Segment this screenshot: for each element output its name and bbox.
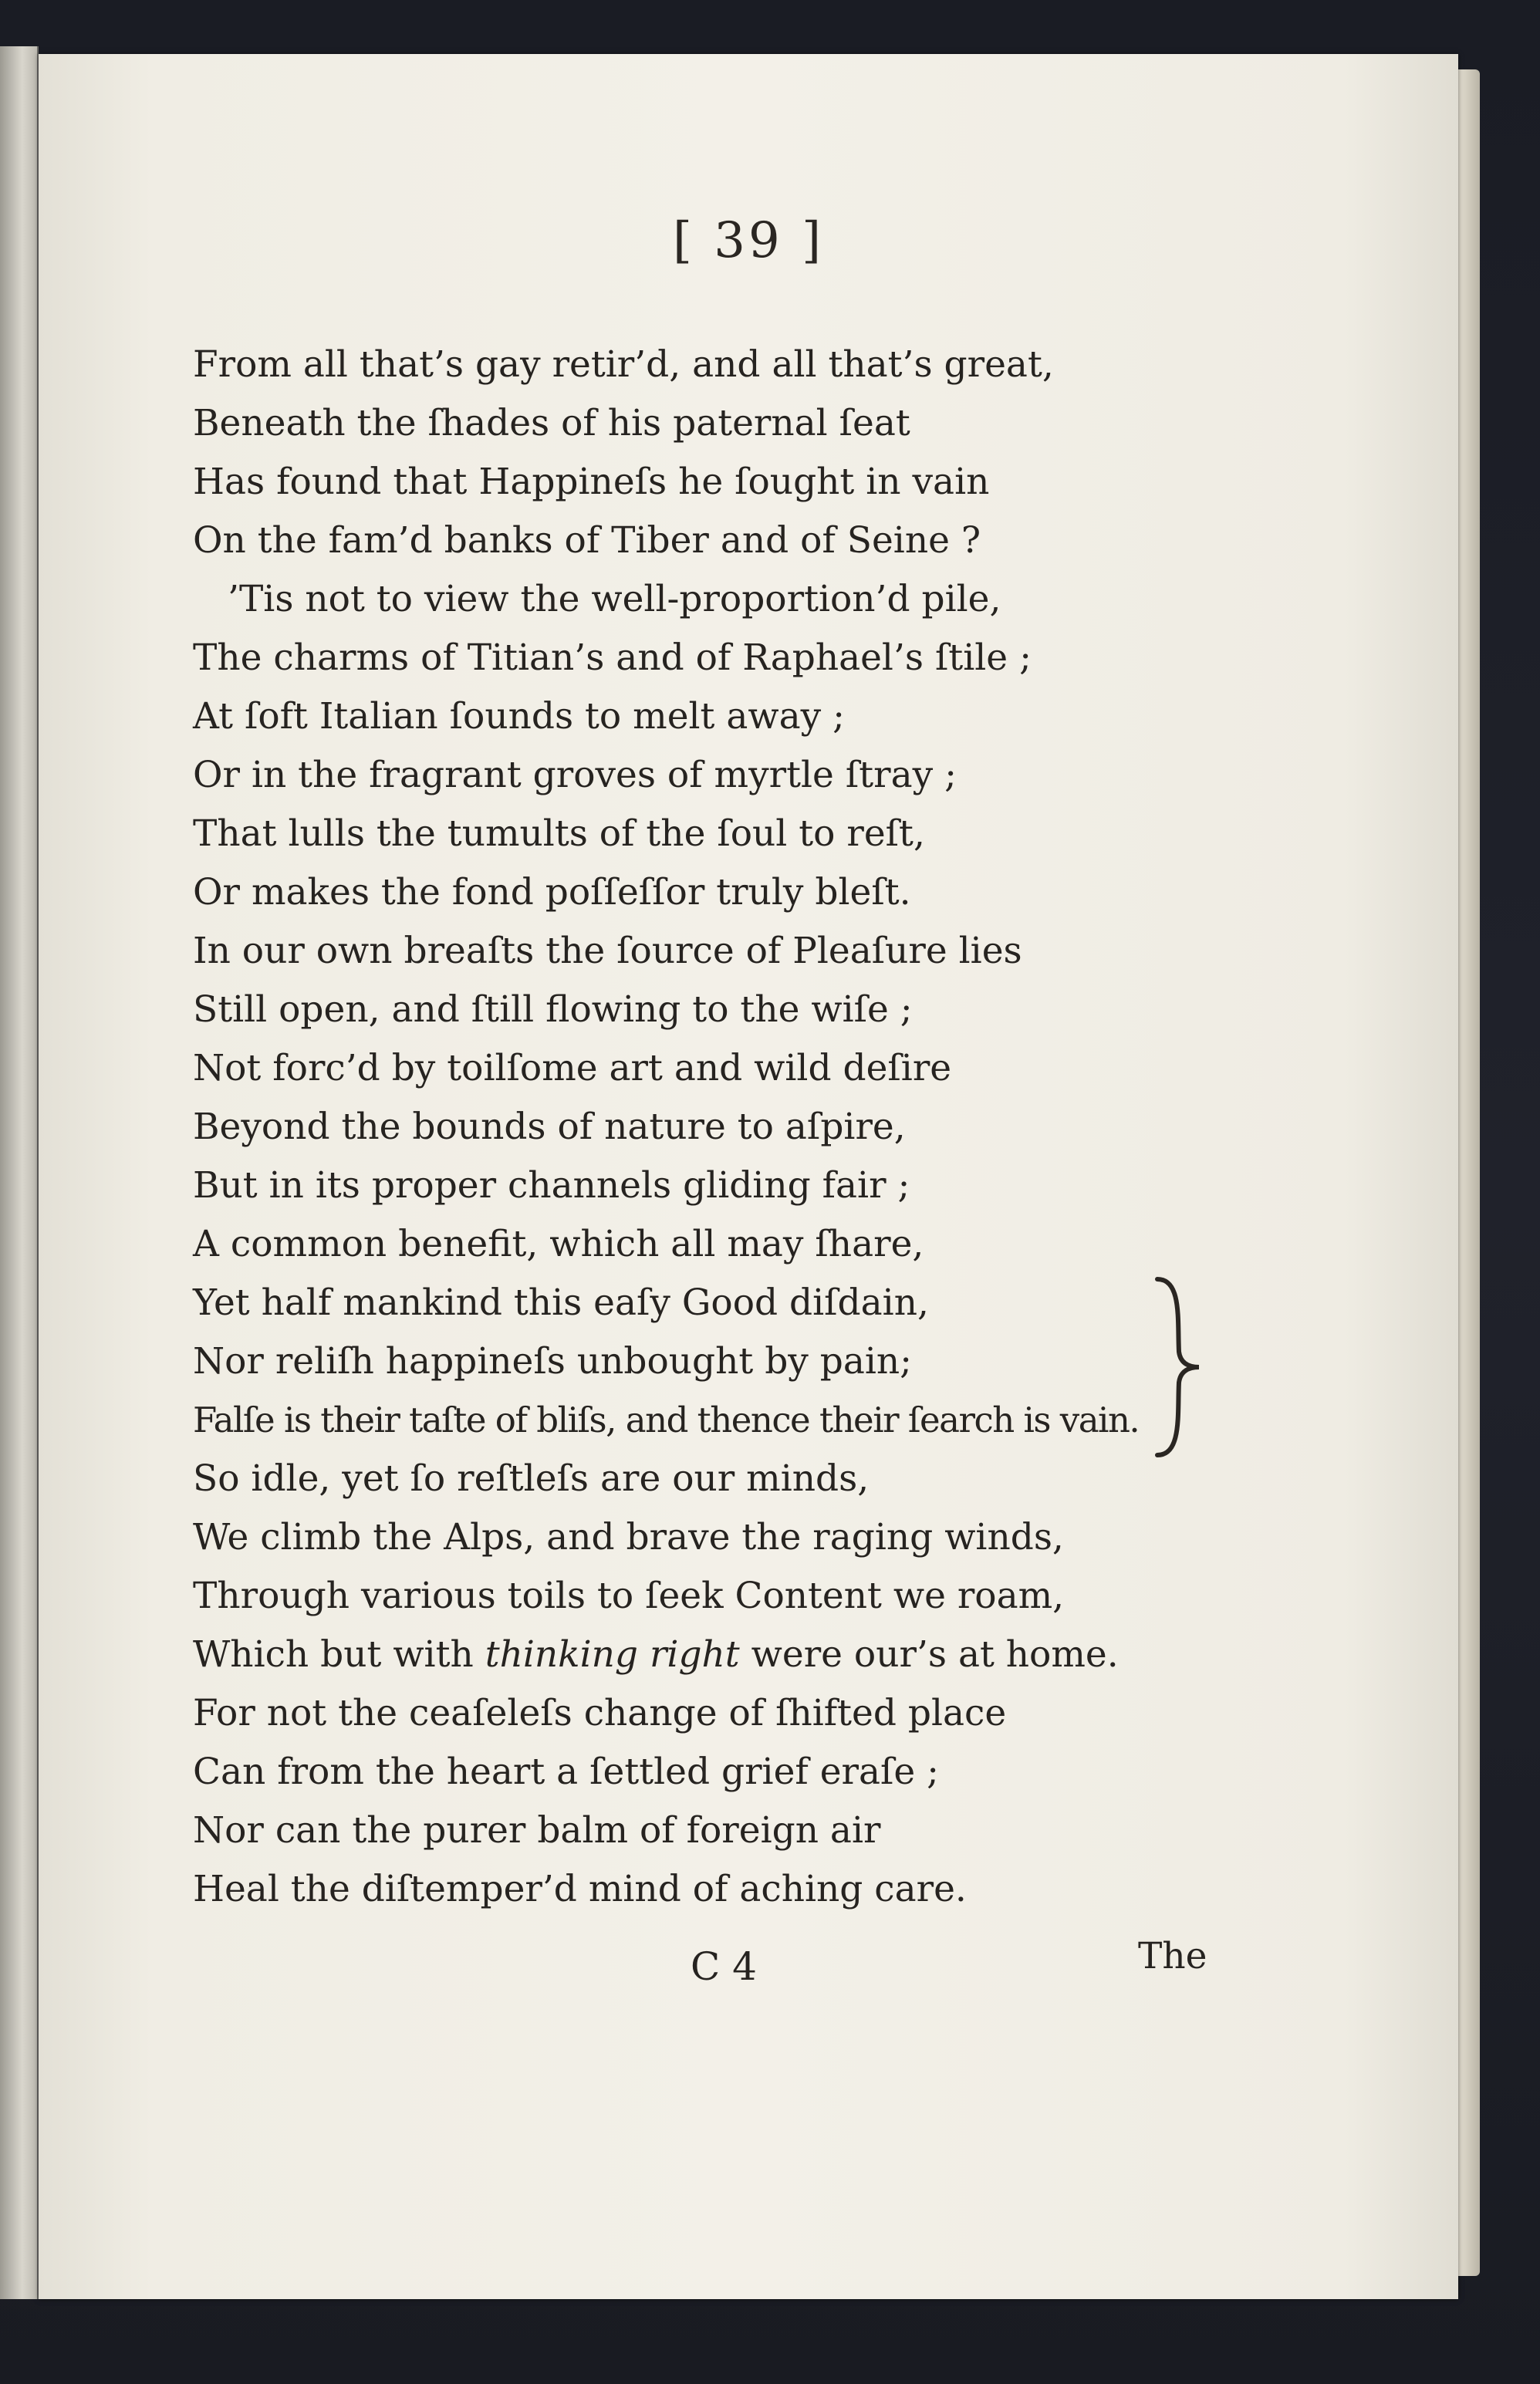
poem-line: ’Tis not to view the well-proportion’d pile, — [228, 578, 1001, 620]
poem-line: Yet half mankind this eaſy Good diſdain, — [193, 1281, 929, 1324]
poem-line: Not forc’d by toilſome art and wild deſire — [193, 1047, 952, 1089]
triplet-brace-icon — [1151, 1275, 1205, 1460]
poem-line — [193, 1626, 1273, 1684]
line-text: were our’s at home. — [739, 1633, 1119, 1676]
poem-line: Nor can the purer balm of foreign air — [193, 1809, 881, 1852]
poem-line: That lulls the tumults of the ſoul to reſt, — [193, 812, 925, 855]
line-text: Which but with — [193, 1633, 485, 1676]
poem-line: But in its proper channels gliding fair ; — [193, 1164, 910, 1207]
poem-line: So idle, yet ſo reſtleſs are our minds, — [193, 1457, 870, 1500]
italic-phrase: thinking right — [485, 1633, 740, 1676]
poem-line: Through various toils to ſeek Content we roam, — [193, 1575, 1065, 1617]
poem-line: Or makes the fond poſſeſſor truly bleſt. — [193, 871, 911, 913]
poem-line: Or in the fragrant groves of myrtle ſtray ; — [193, 754, 957, 796]
poem-text — [193, 336, 1273, 1919]
poem-line: In our own breaſts the ſource of Pleaſure lies — [193, 930, 1022, 972]
poem-line: Heal the diſtemper’d mind of aching care. — [193, 1868, 967, 1910]
book-page — [39, 54, 1458, 2299]
poem-line: Falſe is their taſte of bliſs, and thence their ſearch is vain. — [193, 1400, 1140, 1440]
poem-line: A common benefit, which all may ſhare, — [193, 1223, 924, 1265]
poem-line: The charms of Titian’s and of Raphael’s ſtile ; — [193, 637, 1032, 679]
poem-line: At ſoft Italian ſounds to melt away ; — [193, 695, 845, 738]
poem-line: Has found that Happineſs he ſought in vain — [193, 461, 990, 503]
poem-line: Nor reliſh happineſs unbought by pain; — [193, 1340, 913, 1383]
signature-mark: C 4 — [691, 1944, 757, 1989]
poem-line: Can from the heart a ſettled grief eraſe ; — [193, 1751, 940, 1793]
poem-line: We climb the Alps, and brave the raging winds, — [193, 1516, 1064, 1558]
poem-line: Beneath the ſhades of his paternal ſeat — [193, 402, 910, 444]
poem-line: Still open, and ſtill flowing to the wiſe ; — [193, 988, 913, 1031]
page-number: [ 39 ] — [672, 212, 825, 269]
left-page-edge — [0, 46, 39, 2299]
poem-line: From all that’s gay retir’d, and all that’s great, — [193, 343, 1054, 386]
poem-line: On the fam’d banks of Tiber and of Seine ? — [193, 519, 981, 562]
poem-line: Beyond the bounds of nature to aſpire, — [193, 1106, 906, 1148]
poem-line: For not the ceaſeleſs change of ſhifted place — [193, 1692, 1007, 1734]
catchword: The — [1138, 1935, 1207, 1977]
